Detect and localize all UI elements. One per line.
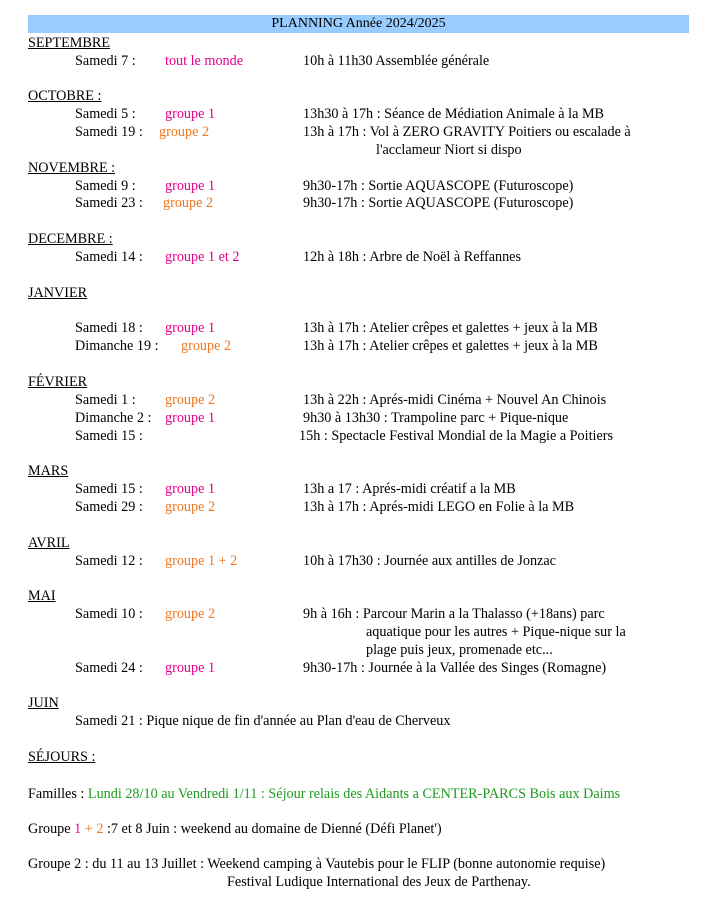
event-description: 13h a 17 : Aprés-midi créatif a la MB (303, 481, 516, 497)
event-day: Samedi 29 : (75, 499, 143, 515)
event-day: Samedi 19 : (75, 124, 143, 140)
event-description: 9h30-17h : Sortie AQUASCOPE (Futuroscope) (303, 178, 574, 194)
event-day: Samedi 18 : (75, 320, 143, 336)
sejour-groupe-label: Groupe (28, 821, 71, 837)
event-description: 13h à 17h : Vol à ZERO GRAVITY Poitiers ou escalade à (303, 124, 631, 140)
event-group: groupe 2 (165, 499, 216, 515)
event-group: groupe 1 (165, 410, 216, 426)
event-day: Samedi 5 : (75, 106, 136, 122)
sejour-groupe-1: 1 (74, 821, 82, 837)
event-group: groupe 1 (165, 320, 216, 336)
month-heading-avril: AVRIL (28, 535, 70, 551)
event-group: groupe 1 (165, 106, 216, 122)
event-day: Samedi 15 : (75, 481, 143, 497)
event-group: groupe 2 (165, 606, 216, 622)
planning-header: PLANNING Année 2024/2025 (28, 15, 689, 33)
event-description: 13h à 17h : Atelier crêpes et galettes + jeux à la MB (303, 338, 598, 354)
event-description-cont: plage puis jeux, promenade etc... (366, 642, 553, 658)
month-heading-septembre: SEPTEMBRE (28, 35, 110, 51)
sejour-groupe-1-2 (28, 820, 442, 838)
month-heading-octobre: OCTOBRE : (28, 88, 102, 104)
month-heading-fevrier: FÉVRIER (28, 374, 88, 390)
event-day: Samedi 12 : (75, 553, 143, 569)
event-description-cont: aquatique pour les autres + Pique-nique sur la (366, 624, 626, 640)
event-day: Dimanche 2 : (75, 410, 152, 426)
event-day: Samedi 23 : (75, 195, 143, 211)
sejour-familles-label: Familles : (28, 786, 85, 802)
event-description: 15h : Spectacle Festival Mondial de la Magie a Poitiers (299, 428, 614, 444)
event-group: groupe 2 (165, 392, 216, 408)
event-group: groupe 2 (159, 124, 210, 140)
month-heading-mai: MAI (28, 588, 56, 604)
event-day: Samedi 7 : (75, 53, 136, 69)
sejour-groupe-2-cont: Festival Ludique International des Jeux de Parthenay. (227, 874, 531, 890)
sejour-groupe-1-2-text: :7 et 8 Juin : weekend au domaine de Dienné (Défi Planet') (106, 821, 442, 837)
event-description: 12h à 18h : Arbre de Noël à Reffannes (303, 249, 522, 265)
event-description: 13h à 22h : Aprés-midi Cinéma + Nouvel An Chinois (303, 392, 607, 408)
event-description: 13h à 17h : Aprés-midi LEGO en Folie à la MB (303, 499, 575, 515)
event-description: 10h à 17h30 : Journée aux antilles de Jonzac (303, 553, 556, 569)
event-description: 9h30-17h : Journée à la Vallée des Singes (Romagne) (303, 660, 607, 676)
event-day: Samedi 9 : (75, 178, 136, 194)
event-day: Samedi 1 : (75, 392, 136, 408)
event-group: groupe 1 (165, 481, 216, 497)
event-day: Samedi 15 : (75, 428, 143, 444)
event-day: Dimanche 19 : (75, 338, 159, 354)
month-heading-mars: MARS (28, 463, 69, 479)
month-heading-janvier: JANVIER (28, 285, 88, 301)
event-group: groupe 1 (165, 660, 216, 676)
event-description: Samedi 21 : Pique nique de fin d'année au Plan d'eau de Cherveux (75, 713, 451, 729)
sejour-familles (28, 785, 620, 803)
event-day: Samedi 10 : (75, 606, 143, 622)
event-group: groupe 1 et 2 (165, 249, 240, 265)
event-description: 10h à 11h30 Assemblée générale (303, 53, 490, 69)
event-group: groupe 2 (163, 195, 214, 211)
section-heading-sejours: SÉJOURS : (28, 749, 96, 765)
sejour-familles-text: Lundi 28/10 au Vendredi 1/11 : Séjour relais des Aidants a CENTER-PARCS Bois aux Daims (87, 786, 621, 802)
event-day: Samedi 14 : (75, 249, 143, 265)
month-heading-novembre: NOVEMBRE : (28, 160, 116, 176)
sejour-groupe-2: 2 (96, 821, 104, 837)
event-description: 9h30-17h : Sortie AQUASCOPE (Futuroscope) (303, 195, 574, 211)
sejour-groupe-2: Groupe 2 : du 11 au 13 Juillet : Weekend camping à Vautebis pour le FLIP (bonne autonomie requise) (28, 856, 606, 872)
event-description: 13h à 17h : Atelier crêpes et galettes + jeux à la MB (303, 320, 598, 336)
event-group: groupe 1 + 2 (165, 553, 238, 569)
event-day: Samedi 24 : (75, 660, 143, 676)
event-description: 9h à 16h : Parcour Marin a la Thalasso (+18ans) parc (303, 606, 605, 622)
event-description: 13h30 à 17h : Séance de Médiation Animale à la MB (303, 106, 605, 122)
event-group: groupe 1 (165, 178, 216, 194)
event-description: 9h30 à 13h30 : Trampoline parc + Pique-nique (303, 410, 569, 426)
event-description-cont: l'acclameur Niort si dispo (376, 142, 522, 158)
event-group: tout le monde (165, 53, 244, 69)
event-group: groupe 2 (181, 338, 232, 354)
month-heading-decembre: DECEMBRE : (28, 231, 113, 247)
month-heading-juin: JUIN (28, 695, 59, 711)
sejour-plus: + (84, 821, 93, 837)
